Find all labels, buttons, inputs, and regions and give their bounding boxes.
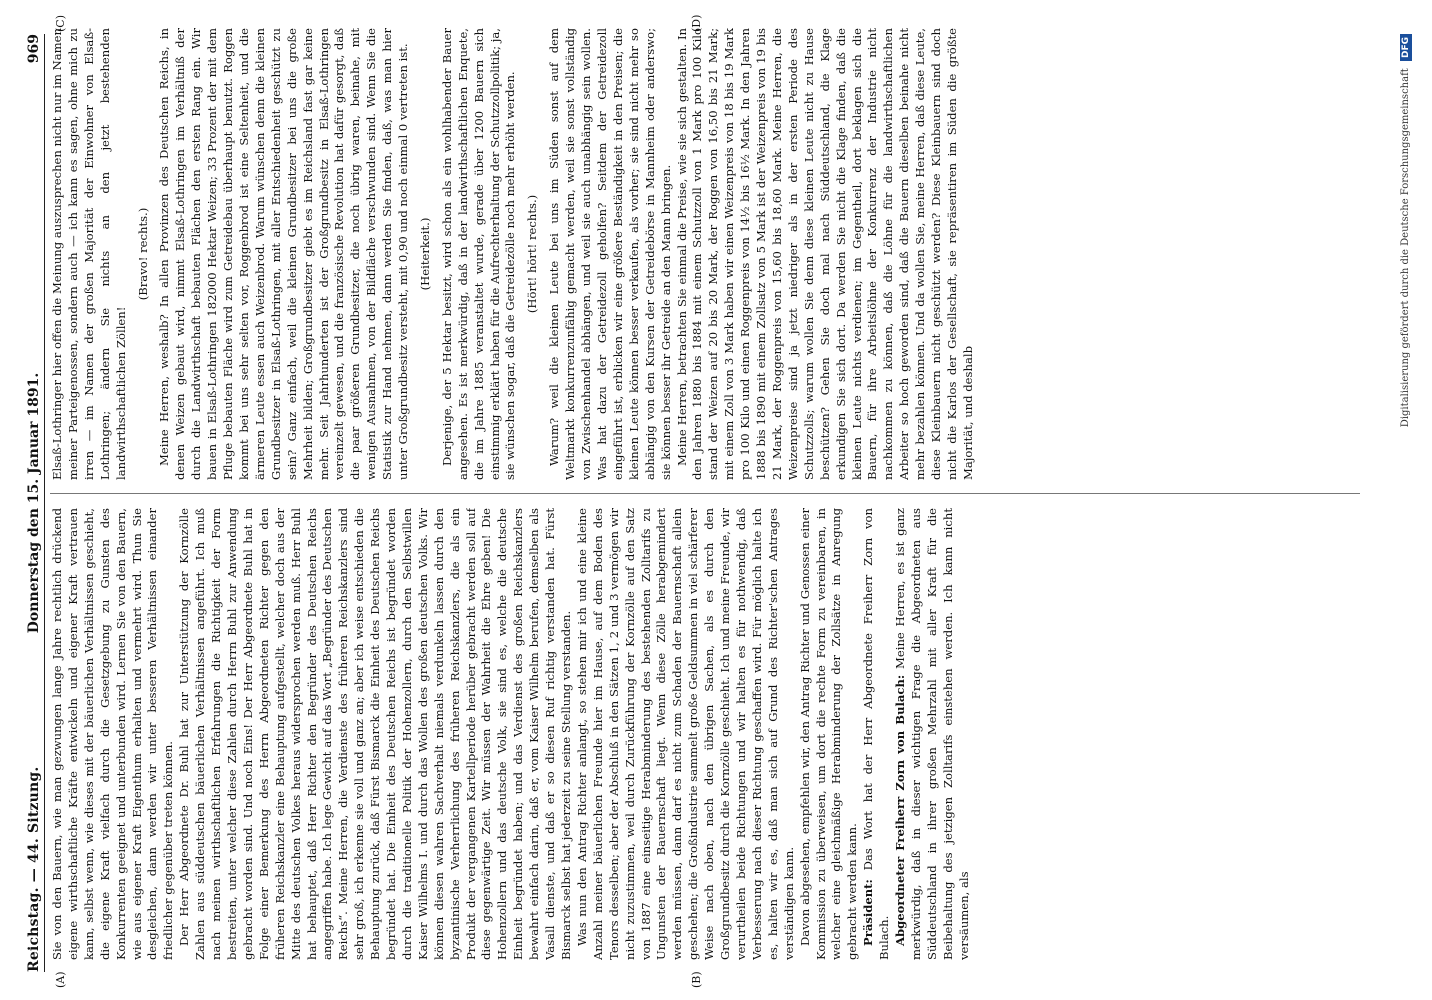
president-label: Präsident:	[861, 879, 876, 946]
president-text: Das Wort hat der Herr Abgeordnete Freiherr Zorn von Bulach.	[861, 508, 892, 960]
header-session: Reichstag. — 44. Sitzung.	[26, 766, 42, 972]
paragraph: Sie von den Bauern, wie man gezwungen lange Jahre rechtlich drückend eigene wirthschaftliche Kräfte entwickeln und eigener Kraft vertrauen kann, selbst wenn, wie dieses mit der bäuerlichen Verhältnissen geschieht, die eigene Kraft vielfach durch die Gesetzgebung zu Gunsten des Konkurrenten geeignet und unterbunden wird. Lernen Sie von den Bauern, wie aus eigener Kraft Eigenthum erhalten und vermehrt wird. Thun Sie desgleichen, dann werden wir unter besseren Verhältnissen einander friedlicher gegenüber treten können.	[50, 508, 176, 960]
president-paragraph	[861, 508, 893, 960]
left-column	[50, 508, 1365, 960]
right-column	[50, 28, 1365, 480]
paragraph: Warum? weil die kleinen Leute bei uns im Süden sonst auf dem Weltmarkt konkurrenzunfähig gemacht werden, weil sie sonst vollständig von Zwischenhandel abhängen, und weil sie auch unabhängig sein wollen. Was hat dazu der Getreidezoll geholfen? Seitdem der Getreidezoll eingeführt ist, erblicken wir eine größere Beständigkeit in den Preisen; die kleinen Leute können besser verkaufen, als vorher; sie sind nicht mehr so abhängig von den Kursen der Getreidebörse in Mannheim oder anderswo; sie können besser ihr Getreide an den Mann bringen.	[547, 28, 673, 480]
dfg-logo: DFG	[1400, 34, 1412, 61]
interjection: (Bravo! rechts.)	[135, 207, 150, 301]
paragraph: Elsaß-Lothringer hier offen die Meinung auszusprechen nicht nur im Namen meiner Parteigenossen, sondern auch — ich kann es sagen, ohne mich zu irren — im Namen der großen Majorität der Einwohner von Elsaß-Lothringen; ändern Sie nichts an den jetzt bestehenden landwirthschaftlichen Zöllen!	[50, 28, 128, 480]
header-date: Donnerstag den 15. Januar 1891.	[26, 372, 42, 634]
paragraph: Was nun den Antrag Richter anlangt, so stehen mir ich und eine kleine Anzahl meiner bäuerlichen Freunde hier im Hause, auf dem Boden des Tenors desselben; aber der Abschluß in den Sätzen 1, 2 und 3 vermögen wir nicht zuzustimmen, weil durch Zurückführung der Kornzölle auf den Satz von 1887 eine einseitige Herabminderung des bestehenden Zolltarifs zu Ungunsten der Bauernschaft liegt. Wenn diese Zölle herabgemindert werden müssen, dann darf es nicht zum Schaden der Bauernschaft allein geschehen; die Großindustrie sammelt große Geldsummen in viel schärferer Weise nach oben, nach den übrigen Sachen, als es durch den Großgrundbesitz durch die Kornzölle geschieht. Ich und meine Freunde, wir verurtheilen beide Richtungen und wir halten es für nothwendig, daß Verbesserung nach dieser Richtung geschaffen wird. Für möglich halte ich es, halten wir es, daß man sich auf Grund des Richter'schen Antrages verständigen kann.	[574, 508, 796, 960]
margin-marker-c: (C)	[54, 15, 67, 32]
margin-marker-b: (B)	[690, 971, 703, 988]
paragraph: Der Herr Abgeordnete Dr. Buhl hat zur Unterstützung der Kornzölle Zahlen aus süddeutschen bäuerlichen Verhältnissen angeführt. Ich muß nach meinen wirthschaftlichen Erfahrungen die Richtigkeit der Form bestreiten, unter welcher diese Zahlen durch Herrn Buhl zur Anwendung gebracht worden sind. Und noch Eins! Der Herr Abgeordnete Buhl hat in Folge einer Bemerkung des Herrn Abgeordneten Richter gegen den früheren Reichskanzler eine Behauptung aufgestellt, welcher doch aus der Mitte des deutschen Volkes heraus widersprochen werden muß. Herr Buhl hat behauptet, daß Herr Richter den Begründer des Deutschen Reichs angegriffen habe. Ich lege Gewicht auf das Wort „Begründer des Deutschen Reichs“. Meine Herren, die Verdienste des früheren Reichskanzlers sind sehr groß, ich erkenne sie voll und ganz an; aber ich weise entschieden die Behauptung zurück, daß Fürst Bismarck die Einheit des Deutschen Reichs begründet hat. Die Einheit des Deutschen Reichs ist begründet worden durch die traditionelle Politik der Hohenzollern, durch den Selbstwillen Kaiser Wilhelms I. und durch das Wollen des großen deutschen Volks. Wir können diesen wahren Sachverhalt niemals verdunkeln lassen durch den byzantinische Verherrlichung des früheren Reichskanzlers, die als ein Produkt der vergangenen Kartellperiode herüber gebracht werden soll auf diese gegenwärtige Zeit. Wir müssen der Wahrheit die Ehre geben! Die Hohenzollern und das deutsche Volk, sie sind es, welche die deutsche Einheit begründet haben; und das Verdienst des großen Reichskanzlers bewahrt einfach darin, daß er, vom Kaiser Wilhelm berufen, demselben als Vasall dienste, und daß er so diesen Ruf richtig verstanden hat. Fürst Bismarck selbst hat jederzeit zu seine Stellung verstanden.	[177, 508, 573, 960]
margin-marker-d: (D)	[690, 14, 703, 32]
margin-marker-a: (A)	[54, 971, 67, 988]
paragraph: Meine Herren, betrachten Sie einmal die Preise, wie sie sich gestalten. In den Jahren 1880 bis 1884 mit einem Schutzzoll von 1 Mark pro 100 Kilo stand der Weizen auf 20 bis 20 Mark, der Roggen von 16,50 bis 21 Mark; mit einem Zoll von 3 Mark haben wir einen Weizenpreis von 18 bis 19 Mark pro 100 Kilo und einen Roggenpreis von 14½ bis 16½ Mark. In den Jahren 1888 bis 1890 mit einem Zollsatz von 5 Mark ist der Weizenpreis von 19 bis 21 Mark, der Roggenpreis von 15,60 bis 18,60 Mark. Meine Herren, die Weizenpreise sind ja jetzt niedriger als in der ersten Periode des Schutzzolls; warum wollen Sie denn diese kleinen Leute nicht zu Hause beschützen? Gehen Sie doch mal nach Süddeutschland, die Klage erkundigen Sie sich dort. Da werden Sie nicht die Klage finden, daß die kleinen Leute nichts verdienen; im Gegentheil, dort beklagen sich die Bauern, für ihre Arbeitslöhne der Konkurrenz der Industrie nicht nachkommen zu können, daß die Löhne für die landwirthschaftlichen Arbeiter so hoch geworden sind, daß die Bauern dieselben beinahe nicht mehr bezahlen können. Und da wollen Sie, meine Herren, daß diese Leute, diese Kleinbauern nicht geschützt werden? Diese Kleinbauern sind doch nicht die Karlos der Gesellschaft, sie repräsentiren im Süden die größte Majorität, und deshalb	[674, 28, 975, 480]
paragraph: Derjenige, der 5 Hektar besitzt, wird schon als ein wohlhabender Bauer angesehen. Es ist merkwürdig, daß in der landwirthschaftlichen Enquete, die im Jahre 1885 veranstaltet wurde, gerade über 1200 Bauern sich einstimmig erklärt haben für die Aufrechterhaltung der Schutzzollpolitik; ja, sie wünschen sogar, daß die Getreidezölle noch mehr erhöht werden.	[439, 28, 518, 480]
credit-text: Digitalisierung gefördert durch die Deutsche Forschungsgemeinschaft	[1400, 68, 1411, 428]
paragraph: Davon abgesehen, empfehlen wir, den Antrag Richter und Genossen einer Kommission zu überweisen, um dort die rechte Form zu vereinbaren, in welcher eine gleichmäßige Herabminderung der Zollsätze in Anregung gebracht werden kann.	[797, 508, 860, 960]
interjection: (Hört! hört! rechts.)	[525, 194, 540, 314]
speaker-label: Abgeordneter Freiherr Zorn von Bulach:	[893, 674, 908, 946]
page-header	[22, 34, 45, 972]
speaker-paragraph	[893, 508, 973, 960]
interjection: (Heiterkeit.)	[417, 217, 432, 291]
digitization-credit	[1400, 34, 1412, 960]
column-divider	[50, 493, 1360, 494]
speaker-text: Meine Herren, es ist ganz merkwürdig, daß in dieser wichtigen Frage die Abgeordneten aus Süddeutschland in ihrer großen Mehrzahl mit aller Kraft für die Beibehaltung des jetzigen Zolltarifs einstehen werden. Ich kann nicht versäumen, als	[893, 508, 971, 960]
page-number: 969	[26, 34, 42, 64]
paragraph: Meine Herren, weshalb? In allen Provinzen des Deutschen Reichs, in denen Weizen gebaut wird, nimmt Elsaß-Lothringen im Verhältniß der durch die Landwirthschaft bebauten Flächen den ersten Rang ein. Wir bauen in Elsaß-Lothringen 182000 Hektar Weizen; 33 Prozent der mit dem Pfluge bebauten Fläche wird zum Getreidebau überhaupt benutzt. Roggen kommt bei uns sehr selten vor, Roggenbrod ist eine Seltenheit, und die ärmeren Leute essen auch Weizenbrod. Warum wünschen denn die kleinen Grundbesitzer in Elsaß-Lothringen, mit aller Entschiedenheit geschützt zu sein? Ganz einfach, weil die kleinen Grundbesitzer bei uns die große Mehrheit bilden; Großgrundbesitzer giebt es im Reichsland fast gar keine mehr. Seit Jahrhunderten ist der Großgrundbesitz in Elsaß-Lothringen vereinzelt gewesen, und die französische Revolution hat dafür gesorgt, daß die paar größeren Grundbesitzer, die noch übrig waren, beinahe, mit wenigen Ausnahmen, von der Bildfläche verschwunden sind. Wenn Sie die Statistik zur Hand nehmen, dann werden Sie finden, daß, was man hier unter Großgrundbesitz versteht, mit 0,90 und noch einmal 0 vertreten ist.	[157, 28, 411, 480]
